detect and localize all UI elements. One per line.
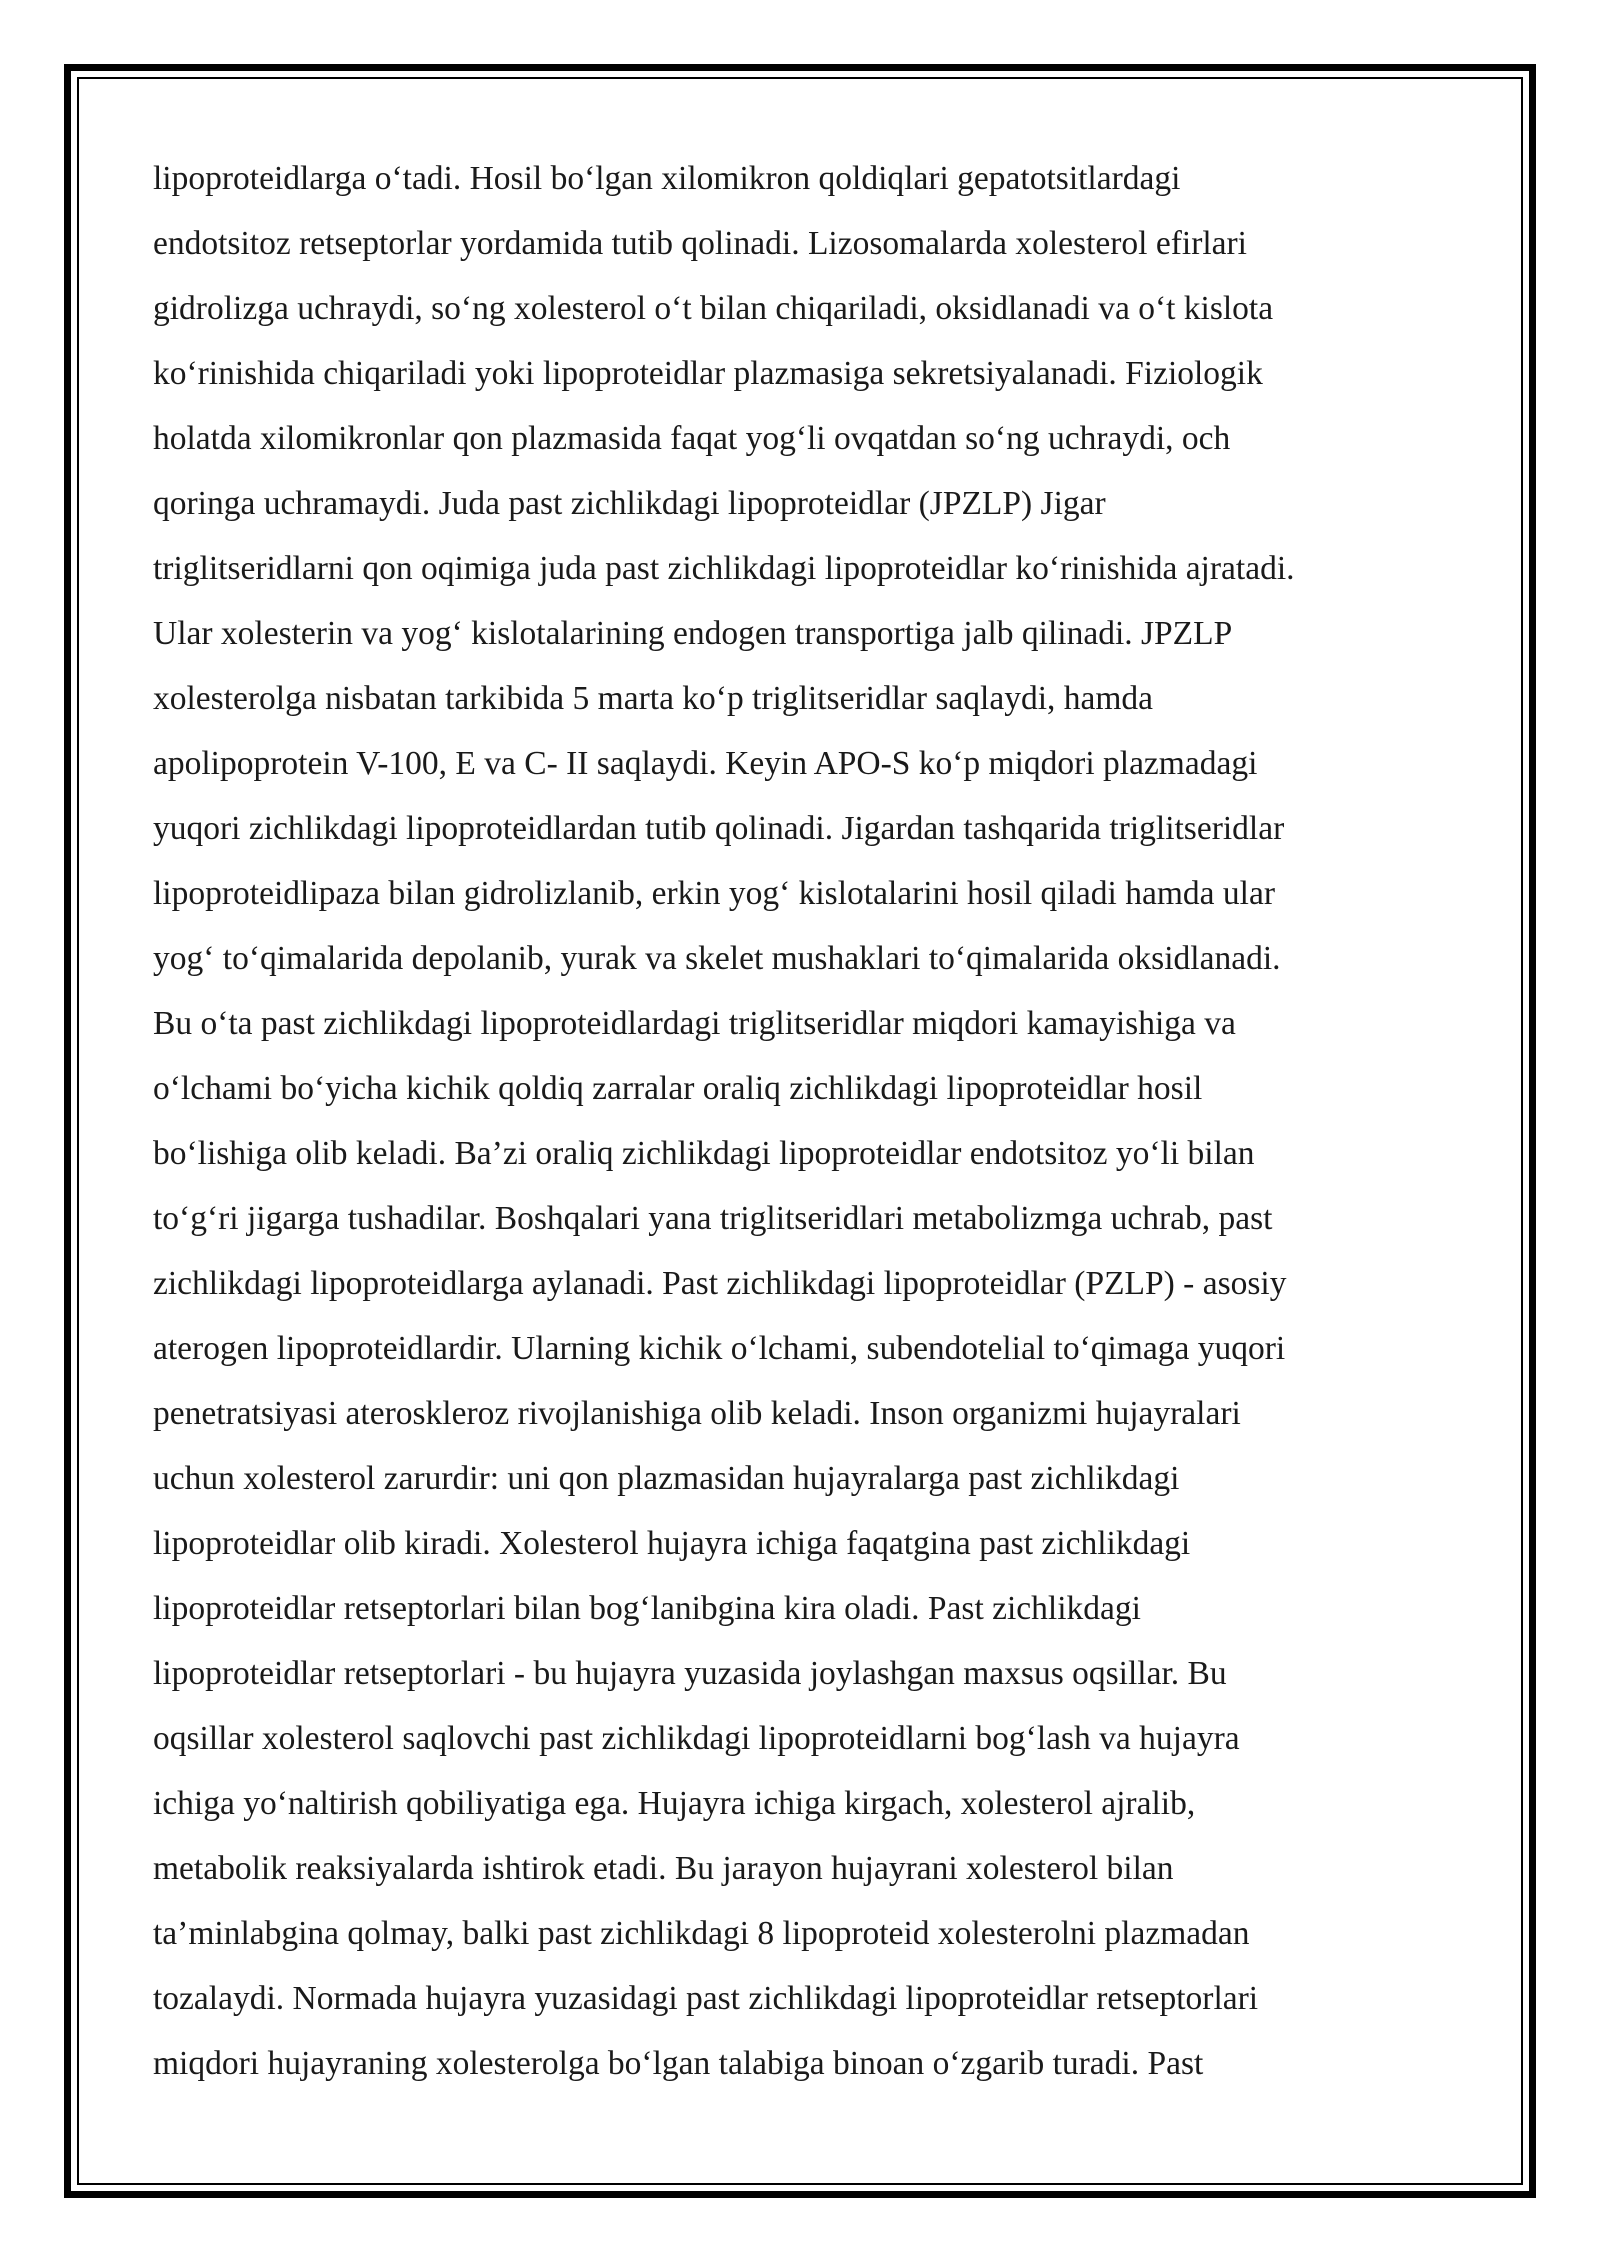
text-line-22: lipoproteidlar olib kiradi. Xolesterol hujayra ichiga faqatgina past zichlikdagi <box>153 1525 1191 1562</box>
text-line-1: lipoproteidlarga oʻtadi. Hosil boʻlgan xilomikron qoldiqlari gepatotsitlardagi <box>153 160 1181 197</box>
text-line-7: triglitseridlarni qon oqimiga juda past zichlikdagi lipoproteidlar koʻrinishida ajratadi. <box>153 550 1295 587</box>
text-line-18: zichlikdagi lipoproteidlarga aylanadi. Past zichlikdagi lipoproteidlar (PZLP) - asosiy <box>153 1265 1287 1302</box>
text-line-3: gidrolizga uchraydi, soʻng xolesterol oʻt bilan chiqariladi, oksidlanadi va oʻt kislota <box>153 290 1274 327</box>
text-line-19: aterogen lipoproteidlardir. Ularning kichik oʻlchami, subendotelial toʻqimaga yuqori <box>153 1330 1286 1367</box>
text-line-28: ta’minlabgina qolmay, balki past zichlikdagi 8 lipoproteid xolesterolni plazmadan <box>153 1915 1250 1952</box>
text-line-6: qoringa uchramaydi. Juda past zichlikdagi lipoproteidlar (JPZLP) Jigar <box>153 485 1106 522</box>
text-line-16: boʻlishiga olib keladi. Ba’zi oraliq zichlikdagi lipoproteidlar endotsitoz yoʻli bilan <box>153 1135 1255 1172</box>
text-line-15: oʻlchami boʻyicha kichik qoldiq zarralar oraliq zichlikdagi lipoproteidlar hosil <box>153 1070 1203 1107</box>
text-line-24: lipoproteidlar retseptorlari - bu hujayra yuzasida joylashgan maxsus oqsillar. Bu <box>153 1655 1227 1692</box>
text-line-5: holatda xilomikronlar qon plazmasida faqat yogʻli ovqatdan soʻng uchraydi, och <box>153 420 1231 457</box>
text-line-30: miqdori hujayraning xolesterolga boʻlgan talabiga binoan oʻzgarib turadi. Past <box>153 2045 1204 2082</box>
text-line-8: Ular xolesterin va yogʻ kislotalarining endogen transportiga jalb qilinadi. JPZLP <box>153 615 1233 652</box>
text-line-25: oqsillar xolesterol saqlovchi past zichlikdagi lipoproteidlarni bogʻlash va hujayra <box>153 1720 1240 1757</box>
text-line-29: tozalaydi. Normada hujayra yuzasidagi past zichlikdagi lipoproteidlar retseptorlari <box>153 1980 1259 2017</box>
text-line-17: toʻgʻri jigarga tushadilar. Boshqalari yana triglitseridlari metabolizmga uchrab, past <box>153 1200 1273 1237</box>
text-line-13: yogʻ toʻqimalarida depolanib, yurak va skelet mushaklari toʻqimalarida oksidlanadi. <box>153 940 1281 977</box>
text-line-12: lipoproteidlipaza bilan gidrolizlanib, erkin yogʻ kislotalarini hosil qiladi hamda ular <box>153 875 1275 912</box>
text-line-11: yuqori zichlikdagi lipoproteidlardan tutib qolinadi. Jigardan tashqarida triglitseridlar <box>153 810 1285 847</box>
text-line-9: xolesterolga nisbatan tarkibida 5 marta koʻp triglitseridlar saqlaydi, hamda <box>153 680 1154 717</box>
text-line-21: uchun xolesterol zarurdir: uni qon plazmasidan hujayralarga past zichlikdagi <box>153 1460 1180 1497</box>
document-text-body <box>153 146 1453 2096</box>
text-line-23: lipoproteidlar retseptorlari bilan bogʻlanibgina kira oladi. Past zichlikdagi <box>153 1590 1141 1627</box>
text-line-10: apolipoprotein V-100, E va C- II saqlaydi. Keyin APO-S koʻp miqdori plazmadagi <box>153 745 1258 782</box>
text-line-26: ichiga yoʻnaltirish qobiliyatiga ega. Hujayra ichiga kirgach, xolesterol ajralib, <box>153 1785 1196 1822</box>
text-line-2: endotsitoz retseptorlar yordamida tutib qolinadi. Lizosomalarda xolesterol efirlari <box>153 225 1247 262</box>
text-line-14: Bu oʻta past zichlikdagi lipoproteidlardagi triglitseridlar miqdori kamayishiga va <box>153 1005 1236 1042</box>
text-line-27: metabolik reaksiyalarda ishtirok etadi. Bu jarayon hujayrani xolesterol bilan <box>153 1850 1174 1887</box>
text-line-20: penetratsiyasi ateroskleroz rivojlanishiga olib keladi. Inson organizmi hujayralari <box>153 1395 1241 1432</box>
text-line-4: koʻrinishida chiqariladi yoki lipoproteidlar plazmasiga sekretsiyalanadi. Fiziologik <box>153 355 1263 392</box>
